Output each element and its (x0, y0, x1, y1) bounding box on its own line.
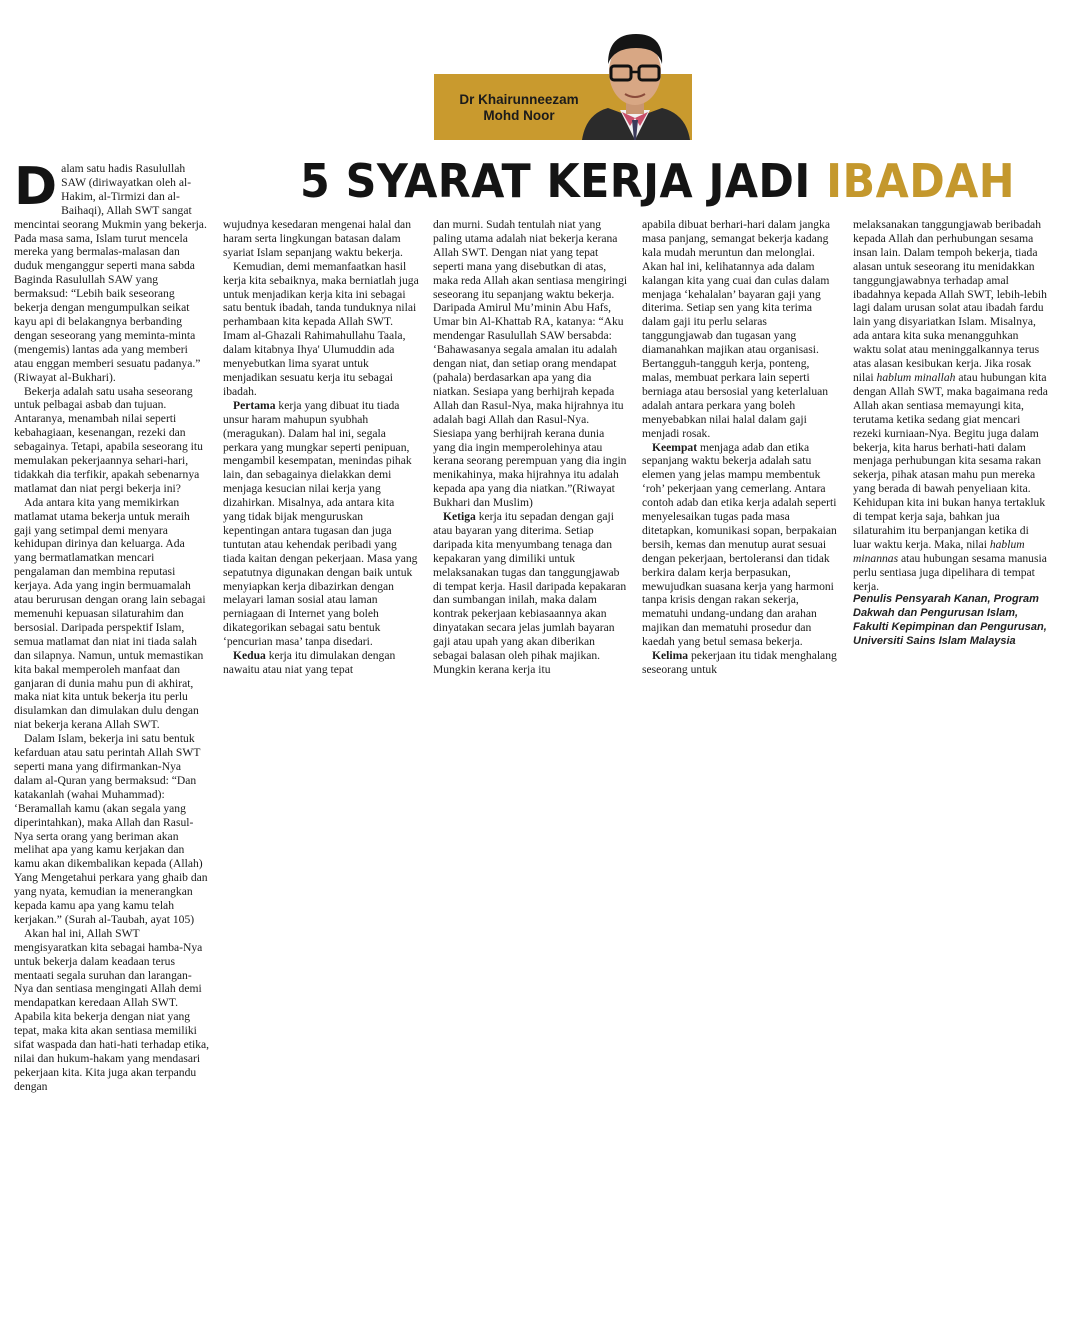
paragraph-keempat (642, 441, 840, 650)
paragraph-ketiga (433, 510, 629, 677)
paragraph-text: menjaga adab dan etika sepanjang waktu bekerja adalah satu elemen yang jelas mampu membentuk ‘roh’ pekerjaan yang cemerlang. Antara contoh adab dan etika kerja adalah seperti menyelesaikan tugas pada masa ditetapkan, komunikasi sopan, berpakaian bersih, kemas dan menutup aurat sesuai dengan pekerjaan, bertoleransi dan tidak berkira dalam kerja berpasukan, mewujudkan suasana kerja yang harmoni tanpa krisis dengan rakan sekerja, mematuhi undang-undang dan arahan majikan dan mematuhi prosedur dan kaedah yang betul semasa bekerja. (642, 440, 837, 649)
article-column-1 (14, 157, 210, 1094)
keyword: Keempat (652, 440, 698, 454)
paragraph: apabila dibuat berhari-hari dalam jangka masa panjang, semangat bekerja kadang kala mudah meruntun dan melonglai. Akan hal ini, kelihatannya ada dalam kalangan kita yang cuai dan culas dalam menjaga ‘kehalalan’ bayaran gaji yang diterima. Setiap sen yang kita terima dalam gaji itu perlu selaras tanggungjawab dan tugasan yang diamanahkan majikan atau organisasi. Bertangguh-tangguh kerja, ponteng, malas, membuat perkara lain seperti berniaga atau bersosial yang keterlaluan adalah antara perkara yang boleh menyebabkan nilai halal dalam gaji menjadi rosak. (642, 218, 830, 440)
paragraph-text: kerja yang dibuat itu tiada unsur haram mahupun syubhah (meragukan). Dalam hal ini, segala perkara yang mungkar seperti penipuan, mengambil kesempatan, menindas pihak lain, dan sebagainya dielakkan demi menjaga kesucian nilai kerja yang dizahirkan. Misalnya, ada antara kita yang tidak bijak menguruskan kepentingan antara tugasan dan juga tuntutan atau kehendak peribadi yang tiada kaitan dengan pekerjaan. Masa yang sepatutnya digunakan dengan baik untuk menyiapkan kerja dibazirkan dengan melayari laman sosial atau laman perniagaan di Internet yang boleh dikategorikan sebagai satu bentuk ‘pencurian masa’ tanpa disedari. (223, 398, 418, 649)
article-column-2 (223, 218, 419, 677)
headline (300, 154, 1016, 208)
author-note: Penulis Pensyarah Kanan, Program Dakwah dan Pengurusan Islam, Fakulti Kepimpinan dan Pengurusan, Universiti Sains Islam Malaysia (853, 593, 1047, 648)
paragraph: Kemudian, demi memanfaatkan hasil kerja kita sebaiknya, maka berniatlah juga untuk menjadikan kerja kita ini sebagai satu bentuk ibadah, tanda tunduknya nilai perhambaan kita kepada Allah SWT. Imam al-Ghazali Rahimahullahu Taala, dalam kitabnya Ihya' Ulumuddin ada menyebutkan lima syarat untuk menjadikan sesuatu kerja itu sebagai ibadah. (223, 259, 419, 398)
author-name-line1: Dr Khairunneezam (459, 92, 579, 107)
italic-term: hablum minallah (876, 370, 956, 384)
italic-term: hablum minannas (853, 537, 1025, 565)
keyword: Ketiga (443, 510, 476, 524)
paragraph: dan murni. Sudah tentulah niat yang paling utama adalah niat bekerja kerana Allah SWT. Dengan niat yang tepat seperti mana yang disebutkan di atas, maka reda Allah akan sentiasa mengiringi seseorang itu sepanjang waktu bekerja. Daripada Amirul Mu’minin Abu Hafs, Umar bin Al-Khattab RA, katanya: “Aku mendengar Rasulullah SAW bersabda: ‘Bahawasanya segala amalan itu adalah dengan niat, dan setiap orang mendapat (pahala) berdasarkan apa yang dia niatkan. Sesiapa yang berhijrah kepada Allah dan Rasul-Nya, maka hijrahnya itu adalah bagi Allah dan Rasul-Nya. Siesiapa yang berhijrah kerana dunia yang dia ingin memperolehinya atau kerana seorang perempuan yang dia ingin menikahinya, maka hijrahnya itu adalah kepada apa yang dia niatkan.”(Riwayat Bukhari dan Muslim) (433, 218, 628, 510)
paragraph-text: atau hubungan kita dengan Allah SWT, maka bagaimana reda Allah akan sentiasa memayungi kita, terutama ketika sedang giat mencari rezeki kurniaan-Nya. Begitu juga dalam bekerja, kita harus berhati-hati dalam menjaga perhubungan kita sesama rakan sekerja, pihak atasan mahu pun mereka yang berada di bawah penyeliaan kita. Kehidupan kita ini bukan hanya tertakluk di tempat kerja saja, bahkan jua silaturahim itu berpanjangan ketika di luar waktu kerja. Maka, nilai (853, 370, 1048, 551)
paragraph: alam satu hadis Rasulullah SAW (diriwayatkan oleh al-Hakim, al-Tirmizi dan al-Baihaqi), Allah SWT sangat mencintai seorang Mukmin yang bekerja. Pada masa sama, Islam turut mencela mereka yang bermalas-malasan dan duduk menganggur seperti mana sabda Baginda Rasulullah SAW yang bermaksud: “Lebih baik seseorang bekerja dengan mengumpulkan seikat kayu api di belakangnya berbanding dengan seseorang yang meminta-minta (mengemis) lantas ada yang memberi atau enggan memberi sesuatu padanya.” (Riwayat al-Bukhari). (14, 162, 207, 384)
paragraph-text: atau hubungan sesama manusia perlu sentiasa juga dipelihara di tempat kerja. (853, 551, 1047, 593)
drop-cap: D (14, 157, 58, 217)
article-column-4 (642, 218, 840, 677)
paragraph-kelima (642, 649, 840, 677)
paragraph-text: kerja itu sepadan dengan gaji atau bayaran yang diterima. Setiap daripada kita menyumbang tenaga dan kepakaran yang dimiliki untuk melaksanakan tugas dan tanggungjawab di tempat kerja. Hasil daripada kepakaran dan sumbangan inilah, maka dalam kontrak pekerjaan kebiasaannya akan dinyatakan secara jelas jumlah bayaran gaji atau upah yang akan diberikan sebagai balasan oleh pihak majikan. Mungkin kerana kerja itu (433, 510, 627, 676)
author-byline (440, 92, 598, 124)
article-column-5 (853, 218, 1049, 649)
keyword: Kedua (233, 649, 266, 663)
paragraph: wujudnya kesedaran mengenai halal dan haram serta lingkungan batasan dalam syariat Islam sepanjang waktu bekerja. (223, 218, 412, 259)
paragraph: Ada antara kita yang memikirkan matlamat utama bekerja untuk meraih gaji yang setimpal demi menyara kehidupan dirinya dan keluarga. Ada yang bermatlamatkan mencari pengalaman dan membina reputasi kerjaya. Ada yang ingin bermuamalah atau berurusan dengan orang lain sebagai memenuhi kepuasan silaturahim dan bersosial. Daripada perspektif Islam, semua matlamat dan niat ini tiada salah dan silapnya. Namun, untuk memastikan kita bakal memperoleh manfaat dan ganjaran di dunia mahu pun di akhirat, maka niat kita untuk bekerja itu perlu disulamkan dan dimulakan dulu dengan niat bekerja kerana Allah SWT. (14, 495, 206, 732)
keyword: Pertama (233, 398, 276, 412)
keyword: Kelima (652, 649, 689, 663)
author-portrait (578, 22, 692, 140)
headline-accent: IBADAH (826, 154, 1016, 208)
article-column-3 (433, 218, 629, 677)
paragraph (853, 218, 1049, 593)
paragraph-text: kerja itu dimulakan dengan nawaitu atau niat yang tepat (223, 649, 396, 676)
author-name-line2: Mohd Noor (483, 108, 555, 123)
paragraph: Akan hal ini, Allah SWT mengisyaratkan kita sebagai hamba-Nya untuk bekerja dalam keadaan terus mentaati segala suruhan dan larangan-Nya dan sentiasa mengingati Allah demi mendapatkan keredaan Allah SWT. Apabila kita bekerja dengan niat yang tepat, maka kita akan sentiasa memiliki sifat waspada dan hati-hati terhadap etika, nilai dan hukum-hakam yang mendasari pekerjaan kita. Kita juga akan terpandu dengan (14, 926, 210, 1093)
paragraph-text: melaksanakan tanggungjawab beribadah kepada Allah dan perhubungan sesama insan lain. Dalam tempoh bekerja, tiada alasan untuk seseorang itu menidakkan tanggungjawabnya terhadap amal ibadahnya kepada Allah SWT, lebih-lebih lagi dalam urusan solat atau ibadah fardu lain yang disyariatkan Islam. Misalnya, ada antara kita suka menangguhkan waktu solat atau meninggalkannya terus atas alasan kesibukan kerja. Jika rosak nilai (853, 218, 1047, 384)
paragraph: Dalam Islam, bekerja ini satu bentuk kefarduan atau satu perintah Allah SWT seperti mana yang difirmankan-Nya dalam al-Quran yang bermaksud: “Dan katakanlah (wahai Muhammad): ‘Beramallah kamu (akan segala yang diperintahkan), maka Allah dan Rasul-Nya serta orang yang beriman akan melihat apa yang kamu kerjakan dan kamu akan dikembalikan kepada (Allah) Yang Mengetahui perkara yang ghaib dan yang nyata, kemudian ia menerangkan kepada kamu apa yang kamu telah kerjakan.” (Surah al-Taubah, ayat 105) (14, 732, 208, 926)
headline-main: 5 SYARAT KERJA JADI (300, 154, 811, 208)
paragraph: Bekerja adalah satu usaha seseorang untuk pelbagai asbab dan tujuan. Antaranya, menambah nilai seperti kebahagiaan, kesenangan, rezeki dan sebagainya. Tetapi, apabila seseorang itu memulakan pekerjaannya sehari-hari, tidakkah dia terfikir, apakah sebenarnya matlamat dan niat pergi bekerja ini? (14, 384, 203, 495)
paragraph-text: pekerjaan itu tidak menghalang seseorang untuk (642, 649, 837, 676)
paragraph-pertama (223, 399, 419, 649)
paragraph-kedua (223, 649, 419, 677)
